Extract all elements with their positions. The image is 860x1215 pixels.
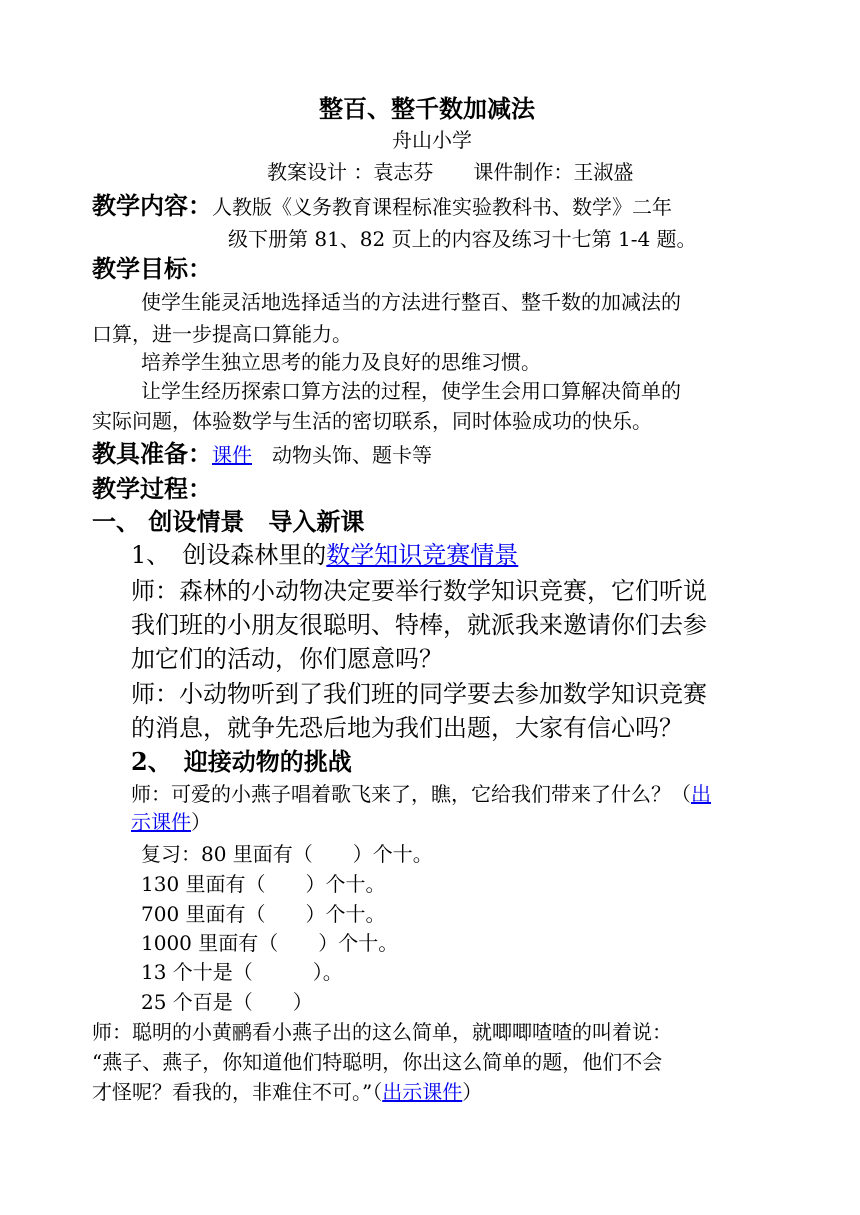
review-item-5: 13 个十是（ ）。 (141, 960, 343, 984)
teacher-line-4-tail: ） (462, 1080, 483, 1104)
review-item-4: 1000 里面有（ ）个十。 (141, 931, 399, 955)
teacher-line-3-tail: ） (191, 810, 211, 834)
show-courseware-link-1a[interactable]: 出 (691, 782, 711, 806)
teaching-content-line2: 级下册第 81、82 页上的内容及练习十七第 1-4 题。 (228, 227, 697, 251)
item-1-text: 1、 创设森林里的 (131, 541, 327, 569)
teaching-tools-label: 教具准备： (92, 439, 212, 468)
teacher-line-4c (92, 1080, 482, 1104)
math-contest-scene-link[interactable]: 数学知识竞赛情景 (326, 541, 519, 569)
teacher-line-1c: 加它们的活动，你们愿意吗？ (131, 645, 443, 673)
credits-line: 教案设计 ：袁志芬 课件制作：王淑盛 (267, 160, 634, 184)
courseware-link[interactable]: 课件 (212, 443, 252, 467)
goal-1-line2: 口算，进一步提高口算能力。 (92, 322, 352, 346)
review-item-1: 复习：80 里面有（ ）个十。 (141, 842, 433, 866)
teacher-line-1b: 我们班的小朋友很聪明、特棒，就派我来邀请你们去参 (131, 611, 707, 639)
goal-3-line1: 让学生经历探索口算方法的过程，使学生会用口算解决简单的 (141, 379, 681, 403)
teacher-line-4b: “燕子、燕子，你知道他们特聪明，你出这么简单的题，他们不会 (92, 1050, 663, 1074)
teaching-tools-items: 动物头饰、题卡等 (252, 443, 432, 467)
goal-2: 培养学生独立思考的能力及良好的思维习惯。 (141, 350, 541, 374)
teaching-content-line1: 人教版《义务教育课程标准实验教科书、数学》二年 (212, 195, 672, 219)
teacher-line-2a: 师：小动物听到了我们班的同学要去参加数学知识竞赛 (131, 680, 707, 708)
goal-3-line2: 实际问题，体验数学与生活的密切联系，同时体验成功的快乐。 (92, 409, 652, 433)
teacher-line-3a (131, 782, 711, 806)
review-item-6: 25 个百是（ ） (141, 990, 313, 1014)
section-1-heading: 一、 创设情景 导入新课 (92, 507, 365, 536)
show-courseware-link-1b[interactable]: 示课件 (131, 810, 191, 834)
show-courseware-link-2[interactable]: 出示课件 (382, 1080, 463, 1104)
teacher-line-4a: 师：聪明的小黄鹂看小燕子出的这么简单，就唧唧喳喳的叫着说： (92, 1020, 672, 1044)
teaching-content-label: 教学内容： (92, 191, 212, 220)
goal-1-line1: 使学生能灵活地选择适当的方法进行整百、整千数的加减法的 (141, 290, 681, 314)
review-item-3: 700 里面有（ ）个十。 (141, 902, 386, 926)
teacher-line-4-text: 才怪呢？看我的，非难住不可。”（ (92, 1080, 383, 1104)
school-name: 舟山小学 (392, 128, 472, 152)
teacher-line-2b: 的消息，就争先恐后地为我们出题，大家有信心吗？ (131, 714, 683, 742)
item-1 (131, 541, 518, 570)
page-title: 整百、整千数加减法 (319, 94, 535, 123)
review-item-2: 130 里面有（ ）个十。 (141, 872, 386, 896)
teaching-content (92, 192, 672, 221)
teaching-process-label: 教学过程： (92, 474, 212, 503)
teaching-tools (92, 440, 432, 469)
teaching-goals-label: 教学目标： (92, 254, 212, 283)
teacher-line-3b (131, 810, 211, 834)
teacher-line-3-text: 师：可爱的小燕子唱着歌飞来了，瞧，它给我们带来了什么？（ (131, 782, 691, 806)
teacher-line-1a: 师：森林的小动物决定要举行数学知识竞赛，它们听说 (131, 577, 707, 605)
item-2-heading: 2、 迎接动物的挑战 (131, 747, 352, 776)
